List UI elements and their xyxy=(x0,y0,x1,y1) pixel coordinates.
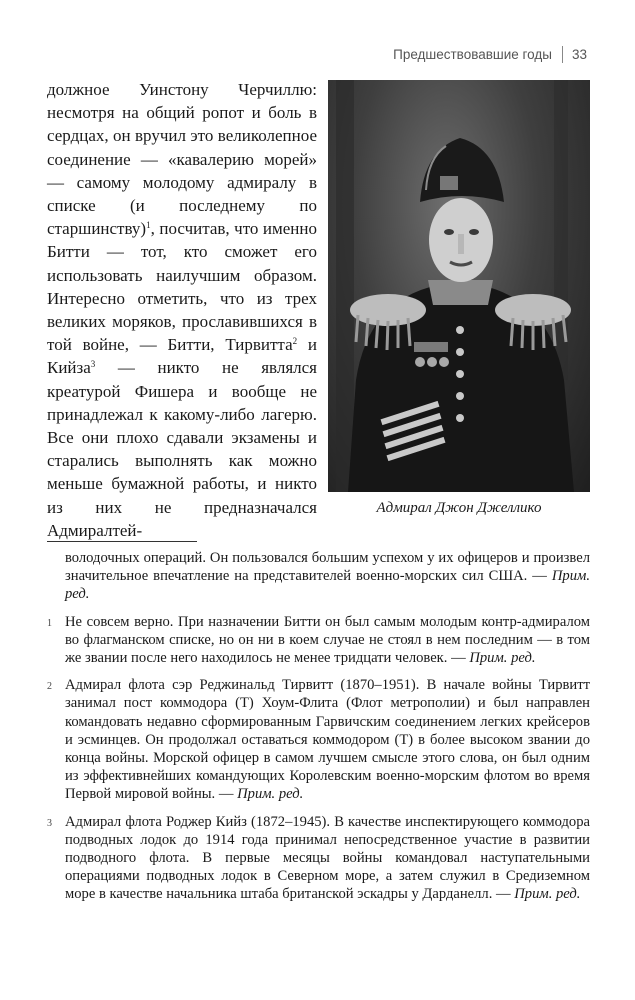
section-title: Предшествовавшие годы xyxy=(393,47,552,62)
footnote-number: 2 xyxy=(47,681,52,693)
footnote-body: Адмирал флота Роджер Кийз (1872–1945). В качестве инспектирующего коммодора подводных лодок до 1914 года принимал непосредственное участие в развитии подводного флота. В первые месяцы войны командовал наступательными операциями подводных лодок в Северном море, а затем служил в Средиземном море в качестве начальника штаба британской эскадры у Дарданелл. — xyxy=(65,813,590,903)
editor-note: Прим. ред. xyxy=(65,568,590,603)
footnote-number: 1 xyxy=(47,617,52,629)
footnote-number: 3 xyxy=(47,817,52,829)
body-text-part-1: должное Уинстону Черчиллю: несмотря на общий ропот и боль в сердцах, он вручил это великолепное соединение — «кавалерию морей» — самому молодому адмиралу в списке (и последнему по старшинству) xyxy=(47,80,317,239)
footnote-2 xyxy=(47,676,590,803)
footnotes xyxy=(47,549,590,913)
admiral-portrait-photo xyxy=(328,80,590,492)
footnote-ref-2: 2 xyxy=(292,336,298,347)
footnote-continued xyxy=(47,549,590,604)
footnote-text xyxy=(65,613,590,668)
page-number: 33 xyxy=(571,47,587,62)
footnote-body: Не совсем верно. При назначении Битти он был самым молодым контр-адмиралом во флагманском списке, но он ни в коем случае не стоял в нем последним — в том же звании после него находилось не менее тридцати человек. — xyxy=(65,613,590,667)
footnote-text xyxy=(65,676,590,803)
footnote-body: Адмирал флота сэр Реджинальд Тирвитт (1870–1951). В начале войны Тирвитт занимал пост коммодора (Т) Хоум-Флита (Флот метрополии) и был направлен командовать недавно сформированным Гарвичским соединением легких крейсеров и эсминцев. Он продолжал оставаться коммодором (Т) в более высоком звании до конца войны. Морской офицер в самом лучшем смысле этого слова, он был одним из эффективнейших командующих Королевским военно-морским флотом во время Первой мировой войны. — xyxy=(65,677,590,803)
body-text-part-3: и Кийза xyxy=(47,335,317,378)
running-header xyxy=(393,46,587,63)
footnote-1 xyxy=(47,613,590,668)
body-text-part-2: , посчитав, что именно Битти — тот, кто сможет его использовать наилучшим образом. Интересно отметить, что из трех великих моряков, прославившихся в той войне, — Битти, Тирвитта xyxy=(47,219,317,355)
footnote-text xyxy=(65,813,590,904)
footnote-continued-text: володочных операций. Он пользовался большим успехом у их офицеров и произвел значительное впечатление на представителей военно-морских сил США. — xyxy=(65,550,590,585)
footnote-ref-3: 3 xyxy=(90,359,96,370)
editor-note: Прим. ред. xyxy=(514,886,581,903)
body-text-part-4: — никто не являлся креатурой Фишера и вообще не принадлежал к какому-либо лагерю. Все они плохо сдавали экзамены и старались выполнять как можно меньше бумажной работы, и никто из них не предназначался Адмиралтей- xyxy=(47,358,317,540)
editor-note: Прим. ред. xyxy=(469,650,536,667)
photo-caption: Адмирал Джон Джеллико xyxy=(376,500,542,516)
footnote-divider xyxy=(47,541,197,542)
body-text xyxy=(47,78,317,542)
editor-note: Прим. ред. xyxy=(237,786,304,803)
body-paragraph xyxy=(47,78,317,542)
footnote-ref-1: 1 xyxy=(146,220,151,231)
footnote-3 xyxy=(47,813,590,904)
header-divider xyxy=(562,46,563,63)
